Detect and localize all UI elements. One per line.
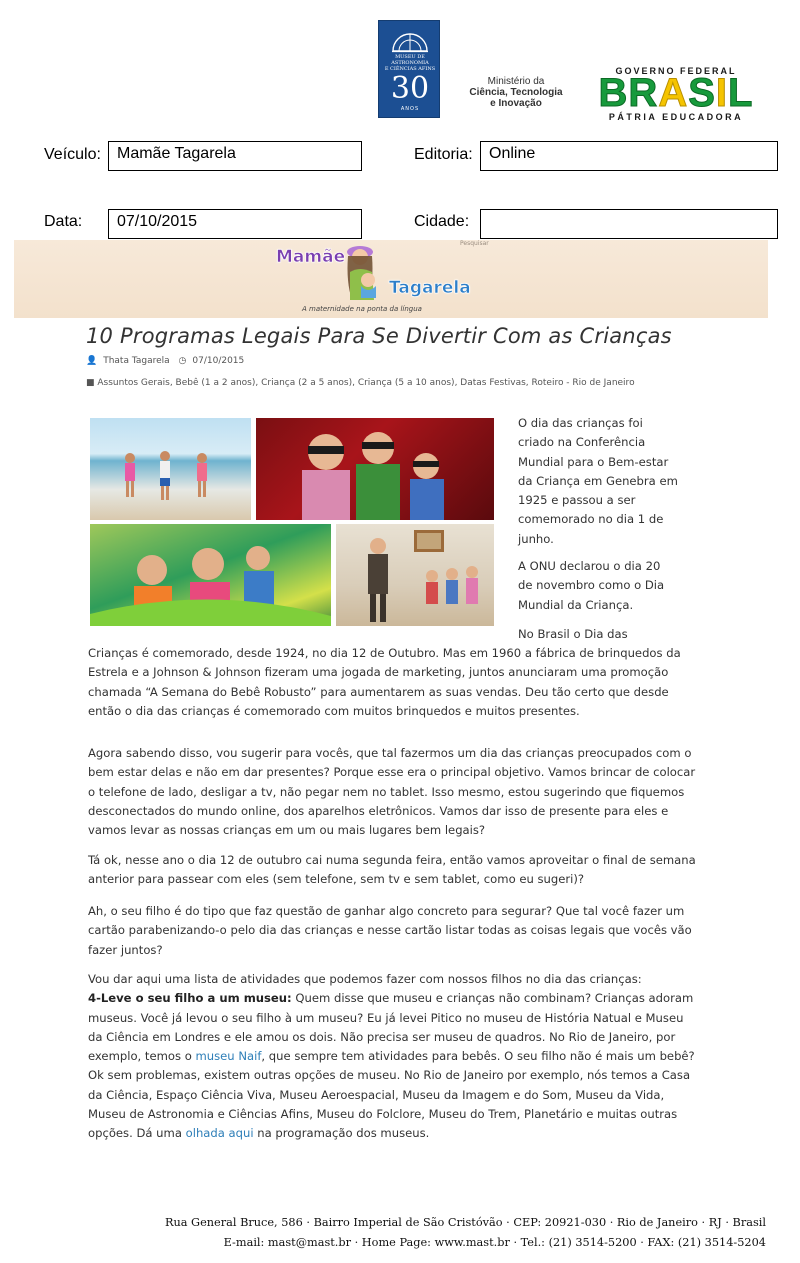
category-links[interactable]: Assuntos Gerais, Bebê (1 a 2 anos), Criança (2 a 5 anos), Criança (5 a 10 anos), Datas Festivas, Roteiro - Rio de Janeiro	[97, 378, 635, 388]
brasil-letter-a: A	[658, 71, 689, 115]
cidade-label: Cidade:	[414, 213, 470, 230]
article-paragraph-6: Ah, o seu filho é do tipo que faz questão de ganhar algo concreto para segurar? Que tal você fazer um cartão parabenizando-o pelo dia das crianças e nesse cartão listar todas as coisas legais que vocês vão fazer juntos?	[88, 904, 692, 957]
photo-museum-visit	[336, 524, 494, 626]
article-paragraph-3: Crianças é comemorado, desde 1924, no dia 12 de Outubro. Mas em 1960 a fábrica de brinquedos da Estrela e a Johnson & Johnson fizeram uma jogada de marketing, juntos anunciaram uma promoção chamada “A Semana do Bebê Robusto” para aumentarem as suas vendas. Deu tão certo que desde então o dia das crianças é comemorado com muitos brinquedos e muitos presentes.	[88, 646, 681, 718]
governo-federal-logo	[592, 66, 760, 124]
article-categories	[86, 375, 676, 391]
photo-kids-on-ride	[90, 524, 331, 626]
ministerio-line1: Ministério da	[487, 76, 545, 87]
list-intro: Vou dar aqui uma lista de atividades que podemos fazer com nossos filhos no dia das crianças:	[88, 972, 642, 986]
article-side-paragraph-3: No Brasil o Dia das	[518, 627, 628, 641]
mast-anniversary-number: 30	[390, 71, 430, 106]
mast-anos-label: ANOS	[400, 106, 420, 112]
ministerio-line3: e Inovação	[490, 98, 542, 109]
museum-heading: 4-Leve o seu filho a um museu:	[88, 991, 292, 1006]
article-paragraph-4: Agora sabendo disso, vou sugerir para vocês, que tal fazermos um dia das crianças preocupados com o bem estar delas e não em dar presentes? Porque esse era o principal objetivo. Vamos brincar de colocar o telefone de lado, desligar a tv, não pegar nem no tablet. Isso mesmo, estou sugerindo que fiquemos desconectados do mundo online, dos aparelhos eletrônicos. Vamos dar isso de presente para eles e vamos levar as nossas crianças em um ou mais lugares bem legais?	[88, 746, 696, 838]
museu-naif-link[interactable]: museu Naif	[195, 1049, 262, 1064]
editoria-label: Editoria:	[414, 146, 473, 163]
article-date: 07/10/2015	[192, 356, 245, 366]
brasil-letter-i: I	[715, 71, 729, 115]
museum-text-b: , que sempre tem atividades para bebês. O seu filho não é mais um bebê? Ok sem problemas, existem outras opções de museu. No Rio de Janeiro por exemplo, nós temos a Casa da Ciência, Espaço Ciência Viva, Museu Aeroespacial, Museu da Imagem e do Som, Museu da Vida, Museu de Astronomia e Ciências Afins, Museu do Folclore, Museu do Trem, Planetário e muitas outras opções. Dá uma	[88, 1049, 695, 1141]
brasil-letter-s: S	[688, 71, 716, 115]
data-field[interactable]: 07/10/2015	[108, 209, 362, 239]
mast-30-anos-logo	[378, 20, 440, 118]
mast-logo-text: MUSEU DE ASTRONOMIA E CIÊNCIAS AFINS	[384, 54, 436, 72]
author-icon: 👤	[86, 356, 98, 366]
data-label: Data:	[44, 213, 83, 230]
cidade-field[interactable]	[480, 209, 778, 239]
patria-educadora-text: PÁTRIA EDUCADORA	[608, 112, 744, 122]
blog-name-tagarela: Tagarela	[389, 278, 471, 298]
ministerio-line2: Ciência, Tecnologia	[469, 87, 563, 98]
brasil-letter-l: L	[728, 71, 754, 115]
ministerio-logo	[456, 76, 576, 109]
editoria-field[interactable]: Online	[480, 141, 778, 171]
museum-text-c: na programação dos museus.	[253, 1126, 430, 1141]
photo-kids-3d-cinema	[256, 418, 494, 520]
blog-search-input[interactable]: Pesquisar	[460, 240, 489, 247]
article-paragraph-5: Tá ok, nesse ano o dia 12 de outubro cai numa segunda feira, então vamos aproveitar o final de semana anterior para passear com eles (sem telefone, sem tv e sem tablet, como eu sugeri)?	[88, 853, 696, 887]
veiculo-label: Veículo:	[44, 146, 101, 163]
brasil-letters-br: BR	[598, 71, 659, 115]
article-meta	[86, 356, 250, 366]
blog-slogan: A maternidade na ponta da língua	[302, 305, 422, 313]
veiculo-field[interactable]: Mamãe Tagarela	[108, 141, 362, 171]
blog-banner	[14, 240, 768, 318]
mother-baby-mascot-icon	[338, 242, 388, 302]
blog-name-mamae: Mamãe	[276, 247, 346, 267]
footer-contacts: E-mail: mast@mast.br · Home Page: www.mast.br · Tel.: (21) 3514-5200 · FAX: (21) 3514-5204	[223, 1236, 766, 1249]
observatory-dome-icon	[391, 29, 429, 53]
folder-icon: ■	[86, 378, 95, 388]
museum-text-a: Quem disse que museu e crianças não combinam? Crianças adoram museus. Você já levou o seu filho à um museu? Eu já levei Pitico no museu de História Natual e Museu da Ciência em Londres e ele amou os dois. Não precisa ser museu de quadros. No Rio de Janeiro, por exemplo, temos o	[88, 991, 694, 1064]
governo-federal-text: GOVERNO FEDERAL	[615, 66, 737, 76]
olhada-aqui-link[interactable]: olhada aqui	[185, 1126, 254, 1141]
clock-icon: ◷	[178, 356, 187, 366]
article-paragraph-7	[88, 970, 700, 1144]
article-author[interactable]: Thata Tagarela	[103, 356, 170, 366]
article-side-paragraph-1: O dia das crianças foi criado na Conferência Mundial para o Bem-estar da Criança em Genebra em 1925 e passou a ser comemorado no dia 1 de junho.	[518, 416, 678, 546]
article-side-paragraph-2: A ONU declarou o dia 20 de novembro como o Dia Mundial da Criança.	[518, 559, 665, 612]
article-title[interactable]: 10 Programas Legais Para Se Divertir Com as Crianças	[86, 324, 672, 348]
photo-kids-at-beach	[90, 418, 251, 520]
footer-address: Rua General Bruce, 586 · Bairro Imperial de São Cristóvão · CEP: 20921-030 · Rio de Janeiro · RJ · Brasil	[164, 1216, 766, 1229]
